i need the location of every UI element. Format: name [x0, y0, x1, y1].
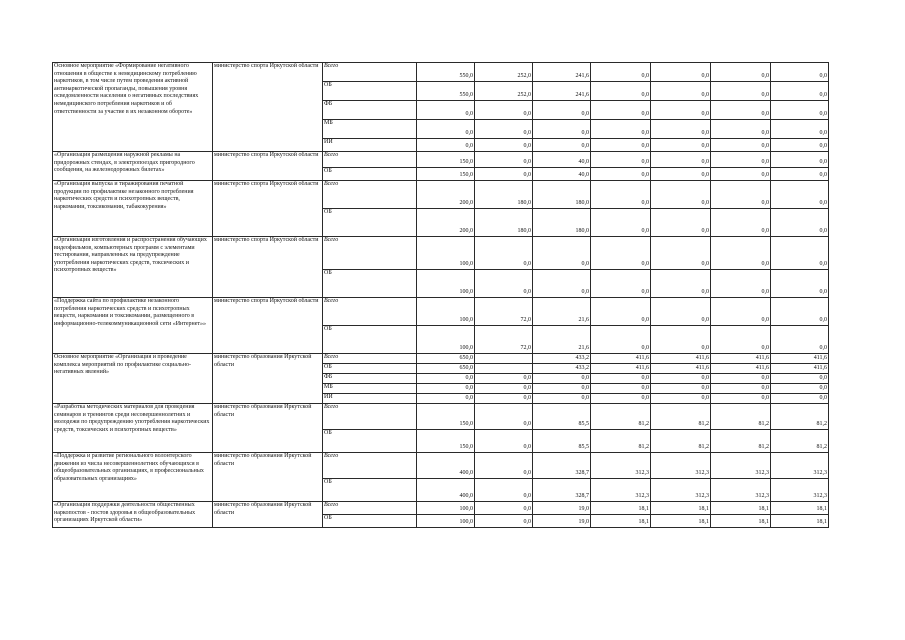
amount-cell: 0,0: [475, 453, 533, 479]
amount-cell: 650,0: [417, 364, 475, 374]
amount-cell: 81,2: [591, 404, 651, 430]
amount-cell: 0,0: [591, 209, 651, 237]
amount-cell: 433,2: [533, 364, 591, 374]
amount-cell: 0,0: [533, 270, 591, 298]
amount-cell: 0,0: [591, 394, 651, 404]
amount-cell: 81,2: [771, 430, 829, 453]
amount-cell: 0,0: [591, 326, 651, 354]
funding-source-cell: Всего: [323, 237, 417, 270]
amount-cell: 0,0: [591, 139, 651, 152]
amount-cell: 0,0: [475, 384, 533, 394]
amount-cell: 0,0: [591, 237, 651, 270]
amount-cell: 0,0: [533, 374, 591, 384]
amount-cell: 0,0: [475, 101, 533, 120]
amount-cell: 328,7: [533, 479, 591, 502]
amount-cell: 241,6: [533, 82, 591, 101]
amount-cell: 40,0: [533, 168, 591, 181]
amount-cell: 0,0: [591, 120, 651, 139]
amount-cell: 0,0: [651, 63, 711, 82]
amount-cell: 328,7: [533, 453, 591, 479]
amount-cell: 312,3: [651, 453, 711, 479]
amount-cell: 0,0: [651, 326, 711, 354]
amount-cell: 0,0: [711, 139, 771, 152]
document-page: [52, 62, 828, 528]
executor-cell: министерство образования Иркутской области: [213, 404, 323, 453]
amount-cell: 100,0: [417, 326, 475, 354]
executor-cell: министерство образования Иркутской области: [213, 354, 323, 404]
funding-source-cell: ОБ: [323, 168, 417, 181]
budget-table: [52, 62, 829, 528]
amount-cell: 0,0: [771, 209, 829, 237]
amount-cell: 100,0: [417, 515, 475, 528]
amount-cell: 81,2: [591, 430, 651, 453]
table-row: [53, 502, 829, 515]
amount-cell: 85,5: [533, 430, 591, 453]
amount-cell: 312,3: [591, 453, 651, 479]
amount-cell: 0,0: [711, 209, 771, 237]
activity-name-cell: Основное мероприятие «Организация и проведение комплекса мероприятий по профилактике социально-негативных явлений»: [53, 354, 213, 404]
amount-cell: 400,0: [417, 453, 475, 479]
amount-cell: 0,0: [771, 270, 829, 298]
amount-cell: 0,0: [711, 181, 771, 209]
amount-cell: 150,0: [417, 152, 475, 168]
amount-cell: 0,0: [651, 139, 711, 152]
amount-cell: 312,3: [771, 453, 829, 479]
amount-cell: 312,3: [711, 479, 771, 502]
amount-cell: 0,0: [711, 101, 771, 120]
amount-cell: 18,1: [771, 502, 829, 515]
table-body: [53, 63, 829, 528]
amount-cell: 200,0: [417, 181, 475, 209]
amount-cell: 0,0: [475, 152, 533, 168]
amount-cell: 0,0: [533, 139, 591, 152]
amount-cell: 72,0: [475, 298, 533, 326]
amount-cell: 411,6: [771, 354, 829, 364]
amount-cell: 0,0: [711, 82, 771, 101]
amount-cell: 0,0: [417, 139, 475, 152]
amount-cell: 0,0: [475, 430, 533, 453]
funding-source-cell: Всего: [323, 502, 417, 515]
amount-cell: 18,1: [591, 515, 651, 528]
funding-source-cell: ОБ: [323, 326, 417, 354]
funding-source-cell: ОБ: [323, 364, 417, 374]
amount-cell: 411,6: [711, 364, 771, 374]
amount-cell: 0,0: [591, 168, 651, 181]
funding-source-cell: МБ: [323, 120, 417, 139]
amount-cell: 411,6: [651, 364, 711, 374]
funding-source-cell: Всего: [323, 404, 417, 430]
amount-cell: 0,0: [475, 120, 533, 139]
amount-cell: 0,0: [711, 152, 771, 168]
amount-cell: 81,2: [711, 404, 771, 430]
funding-source-cell: ОБ: [323, 209, 417, 237]
activity-name-cell: «Поддержка сайта по профилактике незаконного потребления наркотических средств и психотропных веществ, наркомании и токсикомании, размещенного в информационно-телекоммуникационной сети «Интернет»»: [53, 298, 213, 354]
amount-cell: 0,0: [591, 374, 651, 384]
amount-cell: 312,3: [711, 453, 771, 479]
amount-cell: 0,0: [417, 120, 475, 139]
amount-cell: 411,6: [591, 354, 651, 364]
funding-source-cell: ОБ: [323, 515, 417, 528]
amount-cell: 81,2: [771, 404, 829, 430]
executor-cell: министерство спорта Иркутской области: [213, 237, 323, 298]
amount-cell: 312,3: [591, 479, 651, 502]
executor-cell: министерство спорта Иркутской области: [213, 298, 323, 354]
funding-source-cell: Всего: [323, 181, 417, 209]
amount-cell: 650,0: [417, 354, 475, 364]
amount-cell: 411,6: [651, 354, 711, 364]
amount-cell: 0,0: [711, 298, 771, 326]
amount-cell: 0,0: [417, 374, 475, 384]
amount-cell: 0,0: [711, 384, 771, 394]
amount-cell: 21,6: [533, 326, 591, 354]
amount-cell: 411,6: [711, 354, 771, 364]
amount-cell: 0,0: [711, 168, 771, 181]
funding-source-cell: ОБ: [323, 270, 417, 298]
amount-cell: 81,2: [651, 404, 711, 430]
activity-name-cell: «Организация поддержки деятельности общественных наркопостов - постов здоровья в общеобразовательных организациях Иркутской области»: [53, 502, 213, 528]
amount-cell: 0,0: [591, 384, 651, 394]
amount-cell: 0,0: [533, 101, 591, 120]
amount-cell: 100,0: [417, 237, 475, 270]
amount-cell: 0,0: [591, 270, 651, 298]
amount-cell: 252,0: [475, 82, 533, 101]
amount-cell: 0,0: [533, 384, 591, 394]
amount-cell: 100,0: [417, 270, 475, 298]
executor-cell: министерство спорта Иркутской области: [213, 63, 323, 152]
amount-cell: 0,0: [475, 515, 533, 528]
activity-name-cell: «Организация размещения наружной рекламы на придорожных стендах, в электропоездах пригородного сообщения, на железнодорожных билетах»: [53, 152, 213, 181]
amount-cell: 0,0: [651, 82, 711, 101]
amount-cell: 100,0: [417, 298, 475, 326]
amount-cell: 0,0: [771, 63, 829, 82]
funding-source-cell: ОБ: [323, 479, 417, 502]
amount-cell: 18,1: [591, 502, 651, 515]
amount-cell: 411,6: [591, 364, 651, 374]
amount-cell: 0,0: [771, 374, 829, 384]
amount-cell: 72,0: [475, 326, 533, 354]
amount-cell: 0,0: [591, 63, 651, 82]
amount-cell: 0,0: [475, 270, 533, 298]
amount-cell: 252,0: [475, 63, 533, 82]
amount-cell: 0,0: [651, 374, 711, 384]
amount-cell: 180,0: [475, 209, 533, 237]
amount-cell: 312,3: [771, 479, 829, 502]
table-row: [53, 298, 829, 326]
table-row: [53, 63, 829, 82]
amount-cell: 0,0: [771, 82, 829, 101]
amount-cell: 0,0: [591, 181, 651, 209]
activity-name-cell: «Организация выпуска и тиражирования печатной продукции по профилактике незаконного потребления наркотических средств и психотропных веществ, наркомании, токсикомании, табакокурения»: [53, 181, 213, 237]
funding-source-cell: ИИ: [323, 139, 417, 152]
funding-source-cell: ОБ: [323, 430, 417, 453]
amount-cell: 0,0: [711, 63, 771, 82]
amount-cell: 180,0: [533, 209, 591, 237]
funding-source-cell: МБ: [323, 384, 417, 394]
amount-cell: 0,0: [475, 502, 533, 515]
amount-cell: 19,0: [533, 502, 591, 515]
activity-name-cell: «Организация изготовления и распространения обучающих видеофильмов, компьютерных программ с элементами тестирования, направленных на предупреждение употребления наркотических средств, токсических и психотропных веществ»: [53, 237, 213, 298]
amount-cell: 0,0: [651, 101, 711, 120]
executor-cell: министерство спорта Иркутской области: [213, 181, 323, 237]
amount-cell: 0,0: [533, 394, 591, 404]
funding-source-cell: Всего: [323, 453, 417, 479]
amount-cell: 0,0: [711, 394, 771, 404]
amount-cell: 19,0: [533, 515, 591, 528]
amount-cell: 0,0: [533, 237, 591, 270]
funding-source-cell: Всего: [323, 63, 417, 82]
amount-cell: 18,1: [651, 515, 711, 528]
table-row: [53, 404, 829, 430]
funding-source-cell: ОБ: [323, 82, 417, 101]
funding-source-cell: ИИ: [323, 394, 417, 404]
amount-cell: 150,0: [417, 404, 475, 430]
amount-cell: 0,0: [711, 374, 771, 384]
amount-cell: 0,0: [651, 120, 711, 139]
amount-cell: 0,0: [711, 237, 771, 270]
amount-cell: 433,2: [533, 354, 591, 364]
amount-cell: 150,0: [417, 168, 475, 181]
amount-cell: 0,0: [771, 394, 829, 404]
amount-cell: 0,0: [651, 394, 711, 404]
amount-cell: 18,1: [771, 515, 829, 528]
table-row: [53, 152, 829, 168]
table-row: [53, 453, 829, 479]
amount-cell: 0,0: [771, 120, 829, 139]
amount-cell: 150,0: [417, 430, 475, 453]
amount-cell: 0,0: [651, 384, 711, 394]
activity-name-cell: «Разработка методических материалов для проведения семинаров и тренингов среди несовершеннолетних и молодежи по предупреждению употребления наркотических средств, токсических и психотропных веществ»: [53, 404, 213, 453]
amount-cell: 0,0: [771, 237, 829, 270]
executor-cell: министерство спорта Иркутской области: [213, 152, 323, 181]
funding-source-cell: ФБ: [323, 374, 417, 384]
amount-cell: 0,0: [475, 374, 533, 384]
amount-cell: 0,0: [711, 120, 771, 139]
amount-cell: 180,0: [475, 181, 533, 209]
amount-cell: 0,0: [651, 168, 711, 181]
amount-cell: 18,1: [711, 502, 771, 515]
amount-cell: 0,0: [417, 384, 475, 394]
amount-cell: 0,0: [591, 82, 651, 101]
amount-cell: 0,0: [651, 209, 711, 237]
amount-cell: 18,1: [711, 515, 771, 528]
amount-cell: [475, 354, 533, 364]
amount-cell: 21,6: [533, 298, 591, 326]
amount-cell: 0,0: [591, 298, 651, 326]
amount-cell: 0,0: [771, 326, 829, 354]
amount-cell: 81,2: [711, 430, 771, 453]
amount-cell: 0,0: [771, 384, 829, 394]
amount-cell: 0,0: [771, 152, 829, 168]
amount-cell: 0,0: [651, 237, 711, 270]
amount-cell: 100,0: [417, 502, 475, 515]
amount-cell: 0,0: [711, 326, 771, 354]
amount-cell: 40,0: [533, 152, 591, 168]
table-row: [53, 181, 829, 209]
amount-cell: 0,0: [475, 139, 533, 152]
amount-cell: 400,0: [417, 479, 475, 502]
amount-cell: 0,0: [417, 394, 475, 404]
amount-cell: 18,1: [651, 502, 711, 515]
amount-cell: 85,5: [533, 404, 591, 430]
amount-cell: 0,0: [711, 270, 771, 298]
executor-cell: министерство образования Иркутской области: [213, 453, 323, 502]
funding-source-cell: Всего: [323, 298, 417, 326]
amount-cell: 0,0: [591, 152, 651, 168]
amount-cell: 200,0: [417, 209, 475, 237]
amount-cell: 0,0: [475, 394, 533, 404]
amount-cell: 0,0: [475, 168, 533, 181]
amount-cell: 0,0: [771, 181, 829, 209]
table-row: [53, 237, 829, 270]
funding-source-cell: ФБ: [323, 101, 417, 120]
amount-cell: 81,2: [651, 430, 711, 453]
amount-cell: 0,0: [533, 120, 591, 139]
amount-cell: 411,6: [771, 364, 829, 374]
amount-cell: 0,0: [651, 298, 711, 326]
amount-cell: 0,0: [771, 298, 829, 326]
amount-cell: 0,0: [771, 139, 829, 152]
amount-cell: 0,0: [771, 101, 829, 120]
amount-cell: 0,0: [591, 101, 651, 120]
amount-cell: 0,0: [417, 101, 475, 120]
executor-cell: министерство образования Иркутской области: [213, 502, 323, 528]
amount-cell: 312,3: [651, 479, 711, 502]
activity-name-cell: Основное мероприятие «Формирование негативного отношения в обществе к немедицинскому потреблению наркотиков, в том числе путем проведения активной антинаркотической пропаганды, повышения уровня осведомленности населения о негативных последствиях немедицинского потребления наркотиков и об ответственности за участие в их незаконном обороте»: [53, 63, 213, 152]
amount-cell: 0,0: [651, 181, 711, 209]
amount-cell: 0,0: [475, 479, 533, 502]
amount-cell: 550,0: [417, 63, 475, 82]
amount-cell: 0,0: [475, 237, 533, 270]
funding-source-cell: Всего: [323, 152, 417, 168]
amount-cell: 0,0: [651, 152, 711, 168]
amount-cell: 0,0: [651, 270, 711, 298]
amount-cell: 0,0: [771, 168, 829, 181]
table-row: [53, 354, 829, 364]
amount-cell: 241,6: [533, 63, 591, 82]
funding-source-cell: Всего: [323, 354, 417, 364]
activity-name-cell: «Поддержка и развитие регионального волонтерского движения из числа несовершеннолетних обучающихся в общеобразовательных организациях, в профессиональных образовательных организациях»: [53, 453, 213, 502]
amount-cell: 0,0: [475, 404, 533, 430]
amount-cell: [475, 364, 533, 374]
amount-cell: 180,0: [533, 181, 591, 209]
amount-cell: 550,0: [417, 82, 475, 101]
